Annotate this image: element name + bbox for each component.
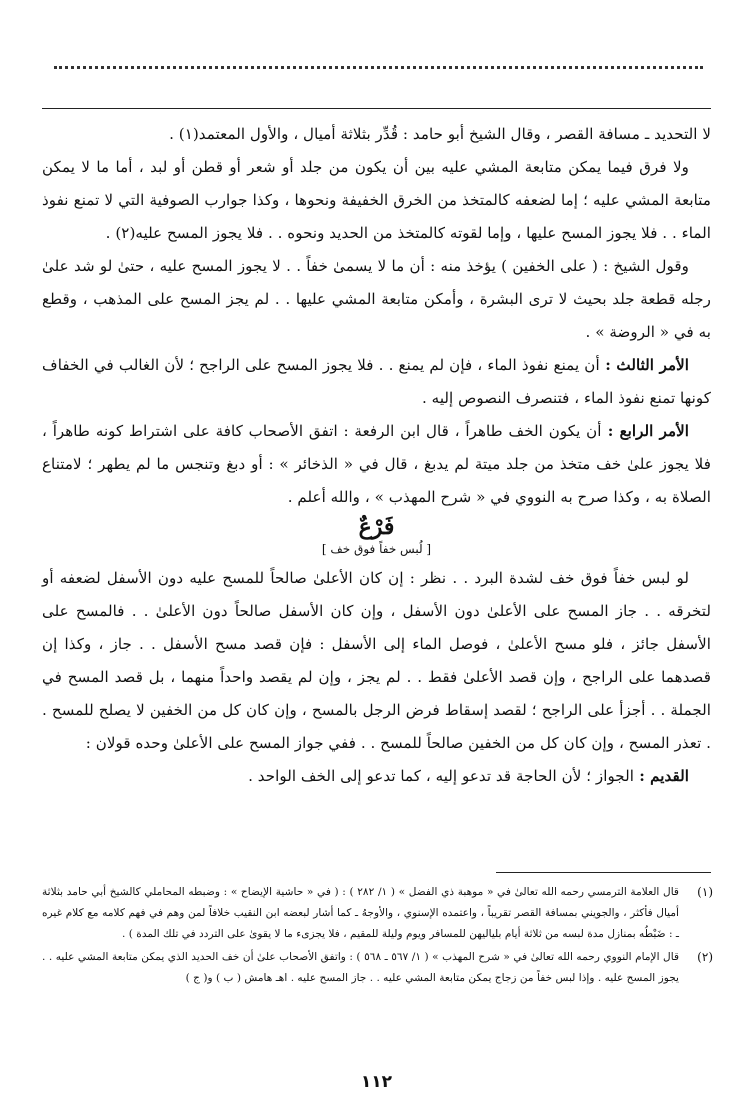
paragraph-4: الأمر الثالث : أن يمنع نفوذ الماء ، فإن لم يمنع . . فلا يجوز المسح على الراجح ؛ لأن الغالب في الخفاف كونها تمنع نفوذ الماء ، فتنصرف النصوص إليه . [42, 356, 711, 407]
paragraph-7: القديم : الجواز ؛ لأن الحاجة قد تدعو إليه ، كما تدعو إلى الخف الواحد . [248, 767, 689, 785]
paragraph-lead: القديم : [633, 767, 689, 785]
section-title: فَرْعٌ [358, 514, 395, 540]
paragraph-5: الأمر الرابع : أن يكون الخف طاهراً ، قال ابن الرفعة : اتفق الأصحاب كافة على اشتراط كونه طاهراً ، فلا يجوز علىٰ خف متخذ من جلد ميتة لم يدبغ ، قال في « الذخائر » : أو دبغ وتنجس ما لم يطهر ؛ لامتناع الصلاة به ، وكذا صرح به النووي في « شرح المهذب » ، والله أعلم . [42, 422, 711, 506]
section-heading [42, 516, 711, 560]
paragraph-1: لا التحديد ـ مسافة القصر ، وقال الشيخ أبو حامد : قُدِّر بثلاثة أميال ، والأول المعتمد(١) . [169, 125, 711, 143]
paragraph-6: لو لبس خفاً فوق خف لشدة البرد . . نظر : إن كان الأعلىٰ صالحاً للمسح عليه دون الأسفل لضعفه أو لتخرقه . . جاز المسح على الأعلىٰ دون الأسفل ، وإن كان الأسفل صالحاً دون الأعلىٰ . . فالمسح على الأسفل جائز ، فلو مسح الأعلىٰ ، فوصل الماء إلى الأسفل : فإن قصد مسح الأسفل . . جاز ، وكذا إن قصدهما على الراجح ، وإن قصد الأعلىٰ فقط . . لم يجز ، وإن لم يقصد واحداً منهما ، بل قصد المسح في الجملة . . أجزأ على الراجح ؛ لقصد إسقاط فرض الرجل بالمسح ، وإن كان كل من الخفين لا يصلح للمسح . . تعذر المسح ، وإن كان كل من الخفين صالحاً للمسح . . ففي جواز المسح على الأعلىٰ وحده قولان : [42, 569, 711, 752]
footnote-rule [496, 872, 711, 873]
paragraph-2: ولا فرق فيما يمكن متابعة المشي عليه بين أن يكون من جلد أو شعر أو قطن أو لبد ، أما ما لا يمكن متابعة المشي عليه ؛ إما لضعفه كالمتخذ من الخرق الخفيفة ونحوها ، وكذا جوارب الصوفية التي لا تمنع نفوذ الماء . . فلا يجوز المسح عليها ، وإما لقوته كالمتخذ من الحديد ونحوه . . فلا يجوز المسح عليه(٢) . [42, 158, 711, 242]
footnote-text: قال الإمام النووي رحمه الله تعالىٰ في « شرح المهذب » ( ١/ ٥٦٧ ـ ٥٦٨ ) : واتفق الأصحاب علىٰ أن خف الحديد الذي يمكن متابعة المشي عليه . . يجوز المسح عليه . وإذا لبس خفاً من زجاج يمكن متابعة المشي عليه . . جاز المسح عليه . اهـ هامش ( ب ) و( ج ) [42, 951, 680, 984]
footnote-text: قال العلامة الترمسي رحمه الله تعالىٰ في « موهبة ذي الفضل » ( ١/ ٢٨٢ ) : ( في « حاشية الإيضاح » : وضبطه المحاملي كالشيخ أبي حامد بثلاثة أميال فأكثر ، والجويني بمسافة القصر تقريباً ، واعتمده الإسنوي ، والأوجهُ ـ كما أشار لبعضه ابن النقيب خلافاً لمن وهم في فهم كلامه مع كلام غيره ـ : ضَبْطُه بمنازل مدة لبسه من ثلاثة أيام بلياليهن للمسافر ويوم وليلة للمقيم ، فلا يجزىء ما لا يقوىٰ على التردد في تلك المدة ) . [42, 886, 679, 940]
footnotes [42, 882, 713, 991]
footnote-2 [42, 947, 713, 989]
section-subtitle: [ لُبس خفاً فوق خف ] [321, 542, 432, 556]
paragraph-lead: الأمر الثالث : [599, 356, 689, 374]
header-rule [42, 108, 711, 109]
footnote-number: (١) [697, 885, 713, 899]
footnote-number: (٢) [697, 950, 713, 964]
main-text [42, 118, 711, 793]
paragraph-3: وقول الشيخ : ( على الخفين ) يؤخذ منه : أن ما لا يسمىٰ خفاً . . لا يجوز المسح عليه ، حتىٰ لو شد علىٰ رجله قطعة جلد بحيث لا ترى البشرة ، وأمكن متابعة المشي عليها . . لم يجز المسح على المذهب ، وقطع به في « الروضة » . [42, 257, 711, 341]
footnote-1 [42, 882, 713, 945]
header-dotted-rule [54, 66, 703, 69]
page-number: ١١٢ [360, 1072, 393, 1092]
paragraph-lead: الأمر الرابع : [601, 422, 690, 440]
